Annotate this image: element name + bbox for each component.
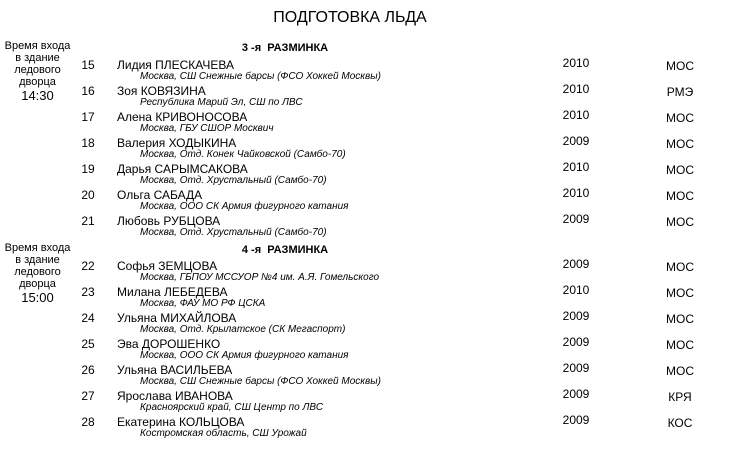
skater-row xyxy=(0,257,750,283)
region-code: МОС xyxy=(666,163,694,177)
birth-year: 2010 xyxy=(562,108,590,122)
skater-row xyxy=(0,160,750,186)
birth-year: 2010 xyxy=(562,283,590,297)
region-code: МОС xyxy=(666,312,694,326)
region-code: МОС xyxy=(666,286,694,300)
start-number: 26 xyxy=(81,363,95,377)
skater-club: Москва, Отд. Хрустальный (Самбо-70) xyxy=(140,175,327,186)
warmup-heading: 3 -я РАЗМИНКА xyxy=(241,42,329,54)
region-code: МОС xyxy=(666,111,694,125)
skater-name: Дарья САРЫМСАКОВА xyxy=(117,162,248,176)
skater-club: Красноярский край, СШ Центр по ЛВС xyxy=(140,402,324,413)
skater-name: Софья ЗЕМЦОВА xyxy=(117,259,218,273)
region-code: МОС xyxy=(666,215,694,229)
skater-club: Москва, Отд. Хрустальный (Самбо-70) xyxy=(140,227,327,238)
skater-row xyxy=(0,283,750,309)
entry-time: 15:00 xyxy=(21,290,54,305)
start-number: 23 xyxy=(81,285,95,299)
page-title: ПОДГОТОВКА ЛЬДА xyxy=(273,9,427,26)
start-number: 18 xyxy=(81,136,95,150)
skater-club: Москва, СШ Снежные барсы (ФСО Хоккей Москвы) xyxy=(140,71,381,82)
birth-year: 2009 xyxy=(562,134,590,148)
region-code: МОС xyxy=(666,364,694,378)
region-code: КОС xyxy=(667,416,693,430)
start-number: 28 xyxy=(81,415,95,429)
entry-time-label-line: Время входа xyxy=(4,242,71,254)
start-number: 25 xyxy=(81,337,95,351)
skater-name: Алена КРИВОНОСОВА xyxy=(117,110,248,124)
skater-name: Ульяна МИХАЙЛОВА xyxy=(117,311,237,325)
start-number: 15 xyxy=(81,58,95,72)
entry-time-label-line: Время входа xyxy=(4,40,71,52)
skater-name: Екатерина КОЛЬЦОВА xyxy=(117,415,245,429)
skater-row xyxy=(0,335,750,361)
birth-year: 2009 xyxy=(562,387,590,401)
start-number: 17 xyxy=(81,110,95,124)
birth-year: 2009 xyxy=(562,309,590,323)
skater-row xyxy=(0,108,750,134)
birth-year: 2009 xyxy=(562,335,590,349)
skater-name: Валерия ХОДЫКИНА xyxy=(117,136,237,150)
warmup-heading: 4 -я РАЗМИНКА xyxy=(241,244,329,256)
skater-row xyxy=(0,387,750,413)
entry-time-label-line: в здание xyxy=(15,52,60,64)
skater-name: Ульяна ВАСИЛЬЕВА xyxy=(117,363,233,377)
skater-name: Зоя КОВЯЗИНА xyxy=(117,84,206,98)
birth-year: 2009 xyxy=(562,257,590,271)
skater-club: Москва, Отд. Крылатское (СК Мегаспорт) xyxy=(140,324,346,335)
start-number: 16 xyxy=(81,84,95,98)
skater-name: Любовь РУБЦОВА xyxy=(117,214,221,228)
skater-name: Эва ДОРОШЕНКО xyxy=(117,337,221,351)
region-code: МОС xyxy=(666,137,694,151)
skater-row xyxy=(0,82,750,108)
skater-name: Ярослава ИВАНОВА xyxy=(117,389,233,403)
region-code: МОС xyxy=(666,189,694,203)
start-number: 19 xyxy=(81,162,95,176)
skater-row xyxy=(0,361,750,387)
start-number: 22 xyxy=(81,259,95,273)
skater-row xyxy=(0,56,750,82)
skater-club: Костромская область, СШ Урожай xyxy=(140,428,307,439)
birth-year: 2009 xyxy=(562,361,590,375)
skater-name: Ольга САБАДА xyxy=(117,188,203,202)
birth-year: 2009 xyxy=(562,212,590,226)
skater-row xyxy=(0,413,750,439)
region-code: КРЯ xyxy=(668,390,692,404)
region-code: РМЭ xyxy=(666,85,694,99)
start-number: 20 xyxy=(81,188,95,202)
skater-row xyxy=(0,212,750,238)
skater-club: Москва, ГБУ СШОР Москвич xyxy=(140,123,274,134)
entry-time-label-line: ледового дворца xyxy=(14,266,61,290)
start-number: 27 xyxy=(81,389,95,403)
skater-name: Милана ЛЕБЕДЕВА xyxy=(117,285,228,299)
start-number: 24 xyxy=(81,311,95,325)
region-code: МОС xyxy=(666,338,694,352)
skater-club: Республика Марий Эл, СШ по ЛВС xyxy=(140,97,303,108)
entry-time-label-line: ледового дворца xyxy=(14,64,61,88)
birth-year: 2009 xyxy=(562,413,590,427)
birth-year: 2010 xyxy=(562,160,590,174)
skater-club: Москва, СШ Снежные барсы (ФСО Хоккей Москвы) xyxy=(140,376,381,387)
birth-year: 2010 xyxy=(562,56,590,70)
entry-time-label-line: в здание xyxy=(15,254,60,266)
skater-row xyxy=(0,134,750,160)
region-code: МОС xyxy=(666,260,694,274)
birth-year: 2010 xyxy=(562,186,590,200)
skater-club: Москва, ФАУ МО РФ ЦСКА xyxy=(140,298,266,309)
skater-club: Москва, ООО СК Армия фигурного катания xyxy=(140,201,349,212)
skater-name: Лидия ПЛЕСКАЧЕВА xyxy=(117,58,234,72)
start-number: 21 xyxy=(81,214,95,228)
skater-club: Москва, ГБПОУ МССУОР №4 им. А.Я. Гомельского xyxy=(140,272,380,283)
skater-row xyxy=(0,186,750,212)
birth-year: 2010 xyxy=(562,82,590,96)
skater-club: Москва, Отд. Конек Чайковской (Самбо-70) xyxy=(140,149,346,160)
region-code: МОС xyxy=(666,59,694,73)
skater-row xyxy=(0,309,750,335)
skater-club: Москва, ООО СК Армия фигурного катания xyxy=(140,350,349,361)
entry-time: 14:30 xyxy=(21,88,54,103)
